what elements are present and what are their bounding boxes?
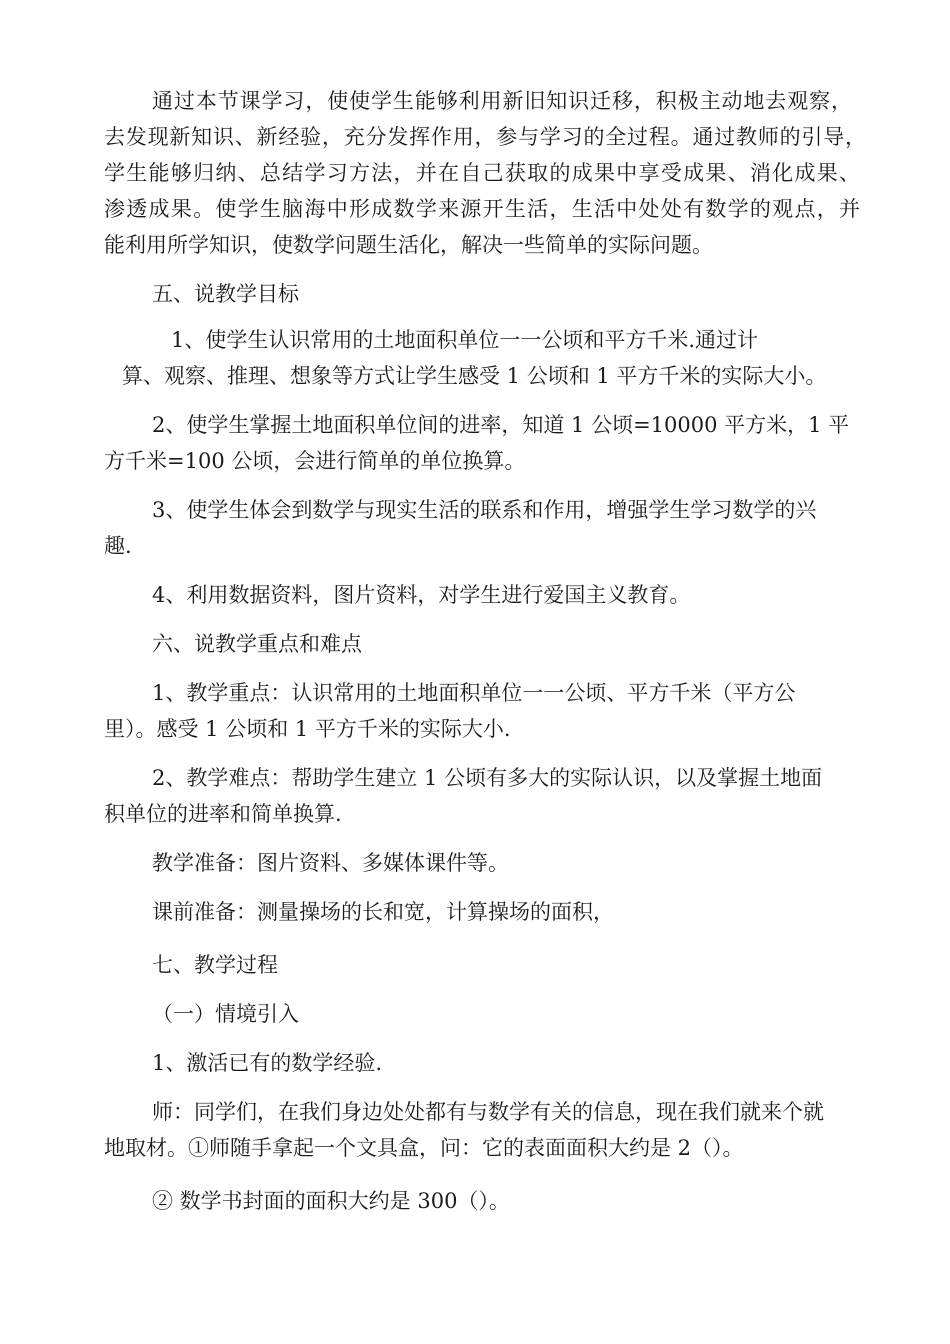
text-line: 2、教学难点：帮助学生建立 1 公顷有多大的实际认识，以及掌握土地面 bbox=[152, 766, 823, 790]
text-line: 学生能够归纳、总结学习方法，并在自己获取的成果中享受成果、消化成果、 bbox=[104, 161, 862, 185]
section-heading: 六、说教学重点和难点 bbox=[152, 632, 362, 656]
section-heading: 五、说教学目标 bbox=[152, 282, 299, 306]
text-line: 里）。感受 1 公顷和 1 平方千米的实际大小. bbox=[104, 717, 511, 741]
text-line: 渗透成果。使学生脑海中形成数学来源开生活，生活中处处有数学的观点，并 bbox=[104, 197, 862, 221]
text-line: 地取材。①师随手拿起一个文具盒，问：它的表面面积大约是 2（）。 bbox=[104, 1136, 744, 1160]
text-line: 1、激活已有的数学经验. bbox=[152, 1051, 383, 1075]
text-line: ② 数学书封面的面积大约是 300（）。 bbox=[152, 1189, 510, 1213]
text-line: 4、利用数据资料，图片资料，对学生进行爱国主义教育。 bbox=[152, 583, 691, 607]
text-line: 1、使学生认识常用的土地面积单位一一公顷和平方千米.通过计 bbox=[171, 328, 759, 352]
text-line: 1、教学重点：认识常用的土地面积单位一一公顷、平方千米（平方公 bbox=[152, 681, 796, 705]
text-line: 2、使学生掌握土地面积单位间的进率，知道 1 公顷=10000 平方米，1 平 bbox=[152, 413, 850, 437]
text-line: 算、观察、推理、想象等方式让学生感受 1 公顷和 1 平方千米的实际大小。 bbox=[122, 364, 827, 388]
text-line: 能利用所学知识，使数学问题生活化，解决一些简单的实际问题。 bbox=[104, 233, 713, 257]
text-line: 课前准备：测量操场的长和宽，计算操场的面积， bbox=[152, 900, 614, 924]
text-line: 通过本节课学习，使使学生能够利用新旧知识迁移，积极主动地去观察， bbox=[152, 89, 853, 113]
text-line: 3、使学生体会到数学与现实生活的联系和作用，增强学生学习数学的兴 bbox=[152, 498, 817, 522]
text-line: 师：同学们，在我们身边处处都有与数学有关的信息，现在我们就来个就 bbox=[152, 1100, 824, 1124]
text-line: 去发现新知识、新经验，充分发挥作用，参与学习的全过程。通过教师的引导， bbox=[104, 125, 867, 149]
text-line: 教学准备：图片资料、多媒体课件等。 bbox=[152, 851, 509, 875]
text-line: 趣. bbox=[104, 534, 132, 558]
text-line: 方千米=100 公顷，会进行简单的单位换算。 bbox=[104, 449, 526, 473]
section-heading: 七、教学过程 bbox=[152, 953, 278, 977]
text-line: 积单位的进率和简单换算. bbox=[104, 802, 342, 826]
subsection-heading: （一）情境引入 bbox=[152, 1002, 299, 1026]
